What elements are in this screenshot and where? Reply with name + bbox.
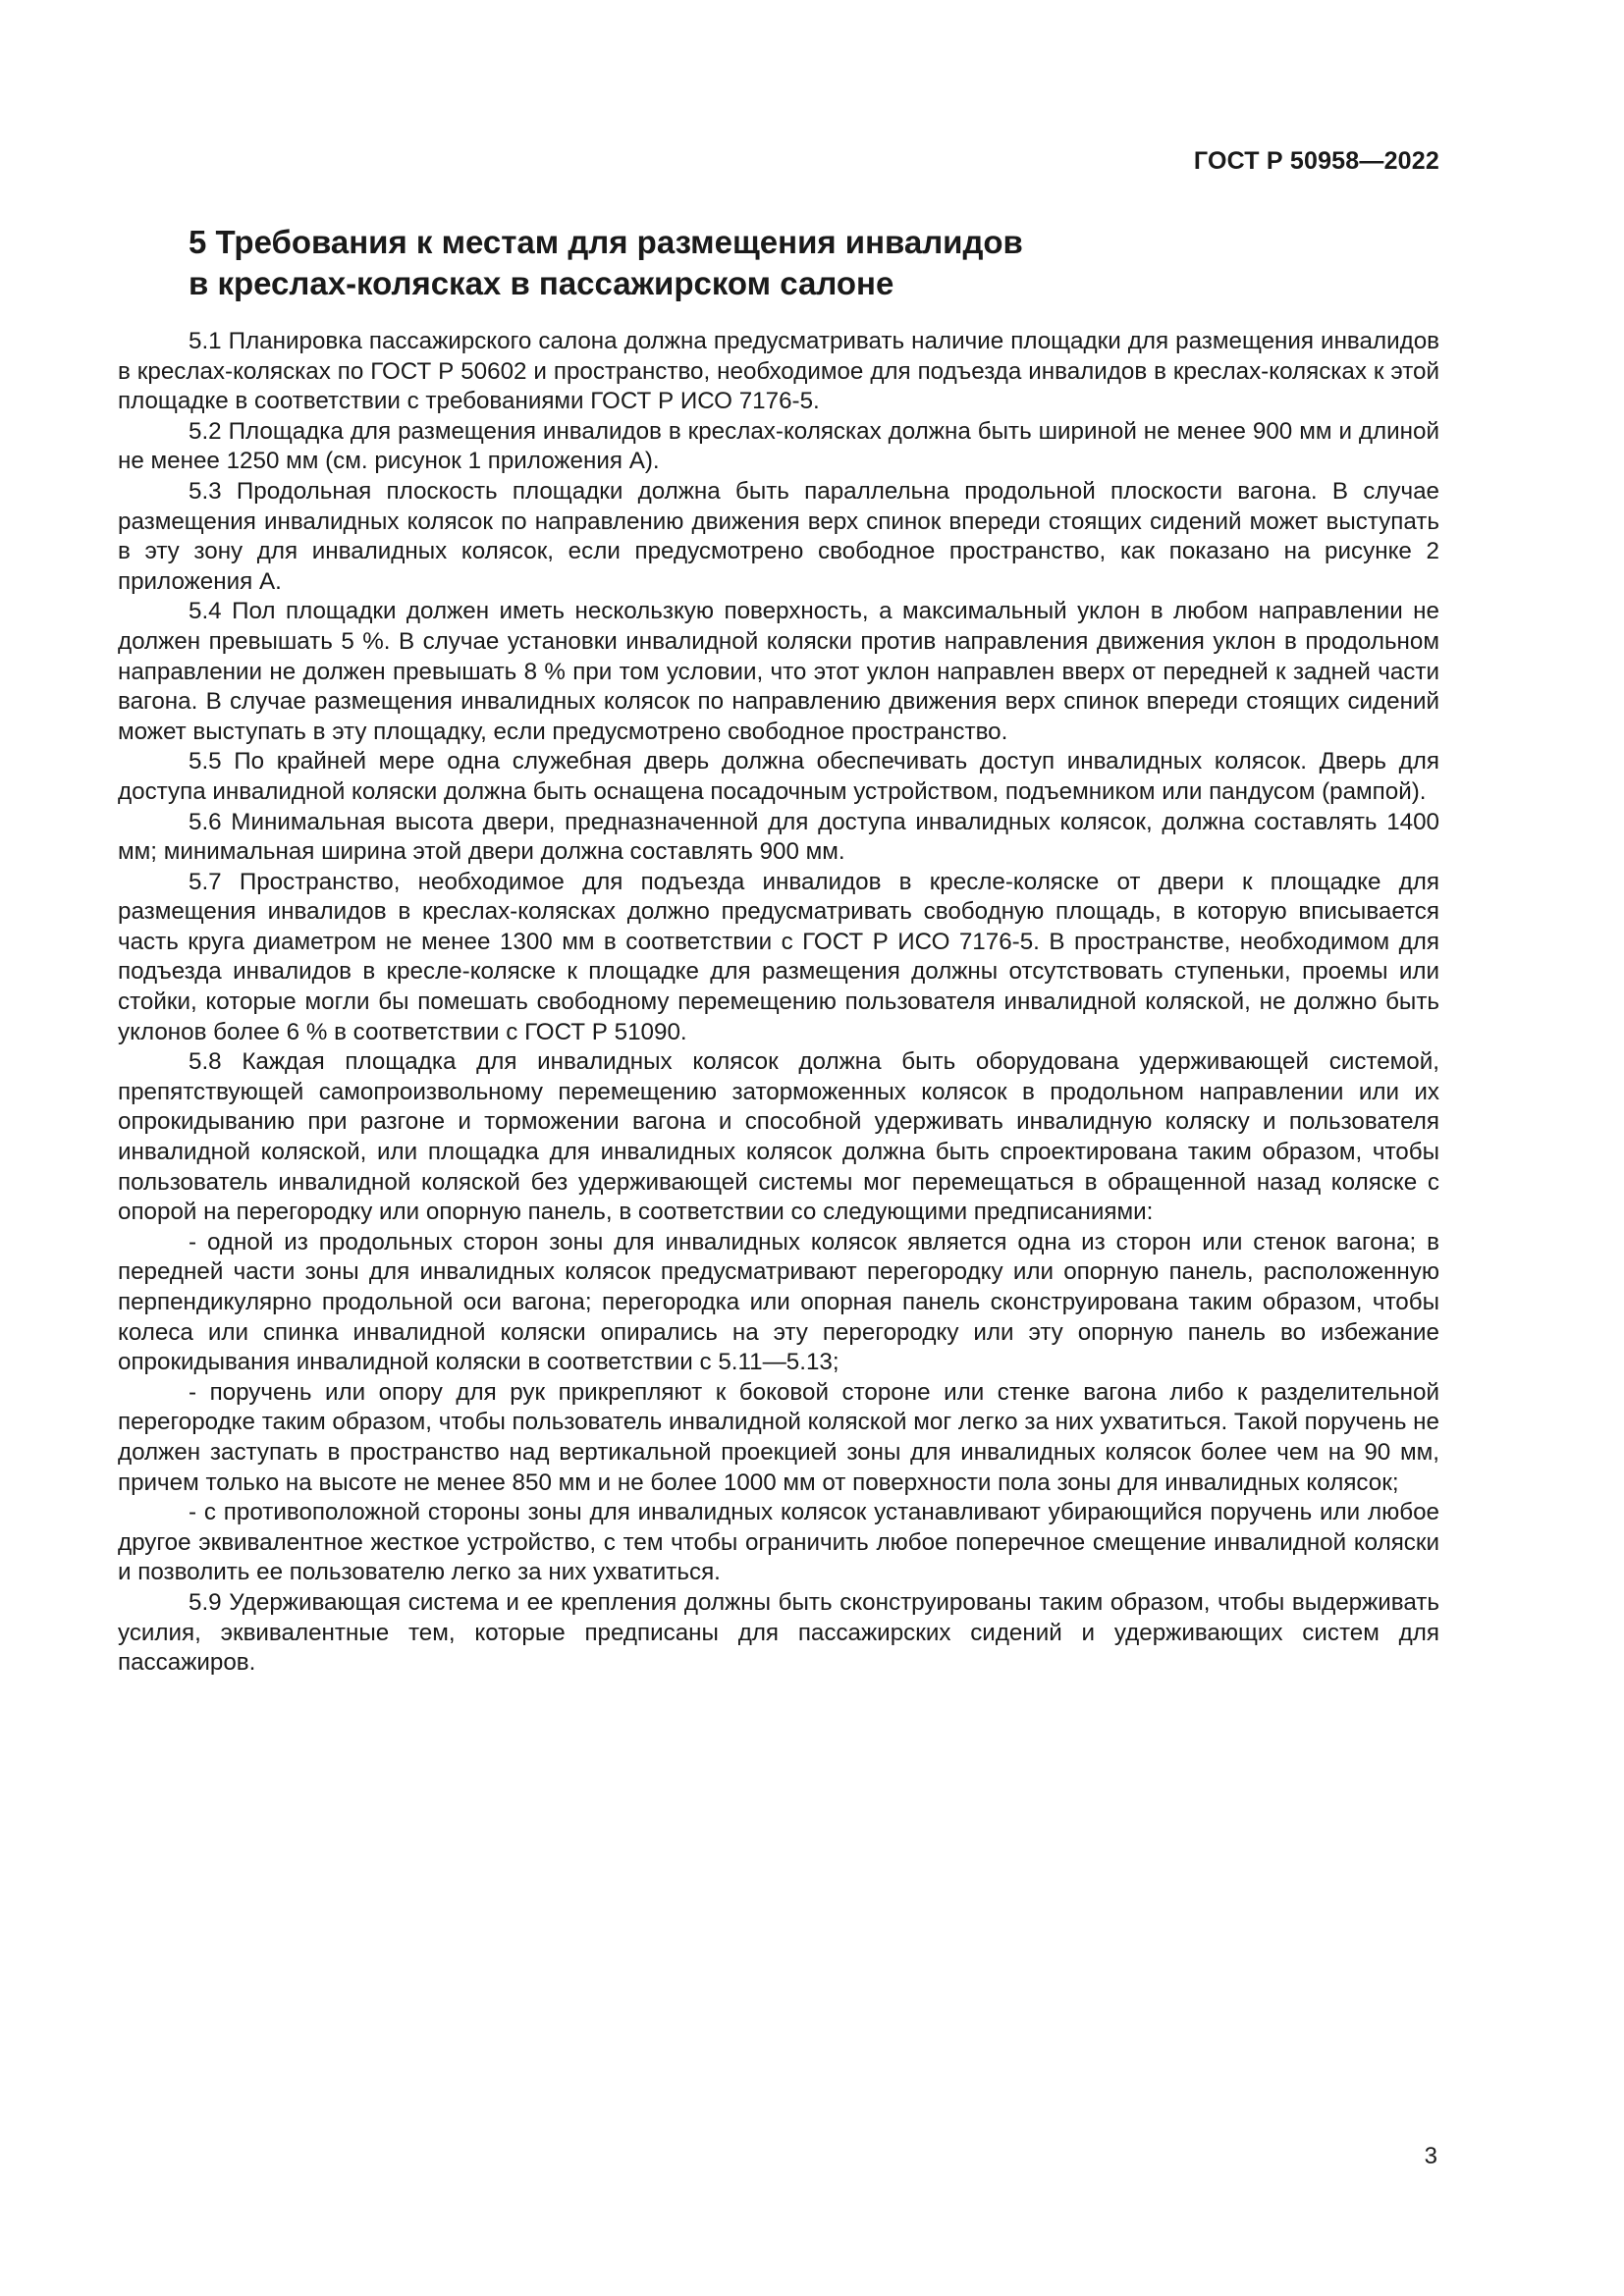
section-title-line-2: в креслах-колясках в пассажирском салоне [189, 265, 894, 301]
paragraph-5-6: 5.6 Минимальная высота двери, предназначенной для доступа инвалидных колясок, должна составлять 1400 мм; минимальная ширина этой двери должна составлять 900 мм. [118, 808, 1439, 866]
paragraph-5-1: 5.1 Планировка пассажирского салона должна предусматривать наличие площадки для размещения инвалидов в креслах-колясках по ГОСТ Р 50602 и пространство, необходимое для подъезда инвалидов в креслах-колясках к этой площадке в соответствии с требованиями ГОСТ Р ИСО 7176-5. [118, 328, 1439, 415]
paragraph-5-2: 5.2 Площадка для размещения инвалидов в креслах-колясках должна быть шириной не менее 900 мм и длиной не менее 1250 мм (см. рисунок 1 приложения А). [118, 417, 1439, 475]
list-item-1: - одной из продольных сторон зоны для инвалидных колясок является одна из сторон или стенок вагона; в передней части зоны для инвалидных колясок предусматривают перегородку или опорную панель, расположенную перпендикулярно продольной оси вагона; перегородка или опорная панель сконструирована таким образом, чтобы колеса или спинка инвалидной коляски опирались на эту перегородку или эту опорную панель во избежание опрокидывания инвалидной коляски в соответствии с 5.11—5.13; [118, 1228, 1439, 1376]
paragraph-5-9: 5.9 Удерживающая система и ее крепления должны быть сконструированы таким образом, чтобы выдерживать усилия, эквивалентные тем, которые предписаны для пассажирских сидений и удерживающих систем для пассажиров. [118, 1588, 1439, 1677]
section-title [189, 222, 1367, 304]
document-body [118, 327, 1439, 1679]
paragraph-5-3: 5.3 Продольная плоскость площадки должна быть параллельна продольной плоскости вагона. В случае размещения инвалидных колясок по направлению движения верх спинок впереди стоящих сидений может выступать в эту зону для инвалидных колясок, если предусмотрено свободное пространство, как показано на рисунке 2 приложения А. [118, 477, 1439, 595]
document-code-header: ГОСТ Р 50958—2022 [1193, 147, 1439, 175]
paragraph-5-7: 5.7 Пространство, необходимое для подъезда инвалидов в кресле-коляске от двери к площадке для размещения инвалидов в креслах-колясках должно предусматривать свободную площадь, в которую вписывается часть круга диаметром не менее 1300 мм в соответствии с ГОСТ Р ИСО 7176-5. В пространстве, необходимом для подъезда инвалидов в кресле-коляске к площадке для размещения должны отсутствовать ступеньки, проемы или стойки, которые могли бы помешать свободному перемещению пользователя инвалидной коляской, не должно быть уклонов более 6 % в соответствии с ГОСТ Р 51090. [118, 868, 1439, 1045]
list-item-3: - с противоположной стороны зоны для инвалидных колясок устанавливают убирающийся поручень или любое другое эквивалентное жесткое устройство, с тем чтобы ограничить любое поперечное смещение инвалидной коляски и позволить ее пользователю легко за них ухватиться. [118, 1499, 1439, 1586]
paragraph-5-4: 5.4 Пол площадки должен иметь нескользкую поверхность, а максимальный уклон в любом направлении не должен превышать 5 %. В случае установки инвалидной коляски против направления движения уклон в продольном направлении не должен превышать 8 % при том условии, что этот уклон направлен вверх от передней к задней части вагона. В случае размещения инвалидных колясок по направлению движения верх спинок впереди стоящих сидений может выступать в эту площадку, если предусмотрено свободное пространство. [118, 598, 1439, 745]
list-item-2: - поручень или опору для рук прикрепляют к боковой стороне или стенке вагона либо к разделительной перегородке таким образом, чтобы пользователь инвалидной коляской мог легко за них ухватиться. Такой поручень не должен заступать в пространство над вертикальной проекцией зоны для инвалидных колясок более чем на 90 мм, причем только на высоте не менее 850 мм и не более 1000 мм от поверхности пола зоны для инвалидных колясок; [118, 1378, 1439, 1496]
paragraph-5-5: 5.5 По крайней мере одна служебная дверь должна обеспечивать доступ инвалидных колясок. Дверь для доступа инвалидной коляски должна быть оснащена посадочным устройством, подъемником или пандусом (рампой). [118, 748, 1439, 805]
page-number: 3 [1424, 2143, 1437, 2169]
section-title-line-1: 5 Требования к местам для размещения инвалидов [189, 224, 1023, 260]
paragraph-5-8: 5.8 Каждая площадка для инвалидных колясок должна быть оборудована удерживающей системой, препятствующей самопроизвольному перемещению заторможенных колясок в продольном направлении или их опрокидыванию при разгоне и торможении вагона и способной удерживать инвалидную коляску и пользователя инвалидной коляской, или площадка для инвалидных колясок должна быть спроектирована таким образом, чтобы пользователь инвалидной коляской без удерживающей системы мог перемещаться в обращенной назад коляске с опорой на перегородку или опорную панель, в соответствии со следующими предписаниями: [118, 1048, 1439, 1226]
